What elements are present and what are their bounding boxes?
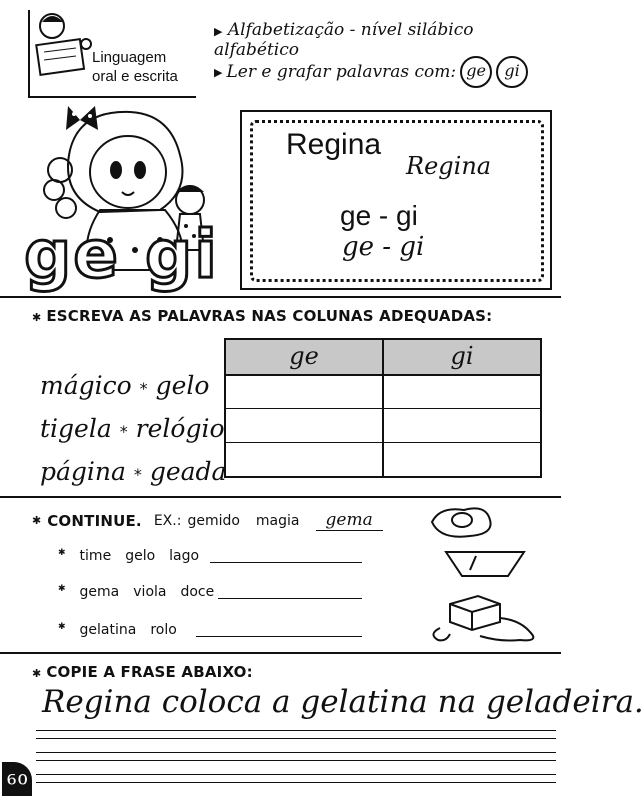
item2-word2: viola: [133, 584, 167, 600]
header-left-border: [28, 10, 30, 98]
circle-ge: ge: [460, 56, 492, 88]
continue-item-3: [58, 622, 177, 638]
word-list: [40, 366, 226, 495]
writing-line-3b: [36, 782, 556, 783]
writing-line-2b: [36, 760, 556, 761]
bullet-icon: ✱: [58, 622, 66, 632]
asterisk-separator: *: [119, 422, 128, 441]
section1-title-text: ESCREVA AS PALAVRAS NAS COLUNAS ADEQUADAS:: [46, 307, 493, 325]
writing-line-1b: [36, 738, 556, 739]
header-illustration-kid: [30, 8, 96, 78]
answer-line-2[interactable]: [218, 598, 362, 599]
answer-line-3[interactable]: [196, 636, 362, 637]
category-line1: Linguagem: [92, 49, 167, 66]
category-line2: oral e escrita: [92, 68, 178, 85]
item1-word2: gelo: [125, 548, 156, 564]
arrow-bullet-icon: ▶: [214, 25, 223, 38]
bullet-icon: ✱: [58, 548, 66, 558]
continue-item-2: [58, 584, 214, 600]
word-relogio: relógio: [135, 414, 225, 443]
cell-gi-1[interactable]: [384, 376, 540, 408]
divider-2: [0, 496, 561, 498]
writing-line-2a[interactable]: [36, 752, 556, 753]
section3-title: [32, 662, 253, 681]
category-label: [92, 48, 178, 86]
asterisk-separator: *: [139, 379, 148, 398]
item2-word3: doce: [180, 584, 215, 600]
header-ge: ge: [289, 342, 319, 370]
continue-item-1: [58, 548, 199, 564]
word-cursive: Regina: [406, 152, 492, 180]
divider-3: [0, 652, 561, 654]
objective-1: [214, 20, 561, 60]
writing-line-3a[interactable]: [36, 774, 556, 775]
objective-1-text: Alfabetização - nível silábico alfabético: [214, 20, 474, 60]
section2-title: [32, 510, 383, 531]
page-number: 60: [6, 770, 29, 789]
asterisk-separator: *: [133, 465, 142, 484]
example-answer: gema: [316, 510, 383, 531]
item3-word2: rolo: [150, 622, 177, 638]
item1-word3: lago: [169, 548, 200, 564]
word-print: Regina: [286, 128, 382, 161]
palm-bullet-icon: ✱: [32, 311, 42, 324]
big-letters-ge-gi: ge gi: [24, 216, 219, 293]
writing-line-1a[interactable]: [36, 730, 556, 731]
word-geada: geada: [149, 457, 227, 486]
example-word-magia: magia: [255, 512, 300, 529]
section3-title-text: COPIE A FRASE ABAIXO:: [46, 663, 253, 681]
example-word-gemido: gemido: [187, 512, 240, 529]
divider-1: [0, 296, 561, 298]
circle-gi: gi: [496, 56, 528, 88]
regina-box-outer: [240, 110, 552, 290]
cell-ge-3[interactable]: [226, 443, 382, 476]
word-row-1: [40, 366, 226, 409]
section2-title-text: CONTINUE.: [47, 511, 142, 530]
cell-ge-2[interactable]: [226, 409, 382, 442]
section1-title: [32, 306, 492, 325]
bullet-icon: ✱: [58, 584, 66, 594]
palm-bullet-icon: ✱: [32, 514, 42, 527]
word-magico: mágico: [40, 371, 132, 400]
syllables-print: ge - gi: [340, 200, 418, 231]
word-row-3: [40, 452, 226, 495]
copy-sentence: Regina coloca a gelatina na geladeira.: [42, 684, 644, 720]
cell-gi-3[interactable]: [384, 443, 540, 476]
food-illustrations: [420, 500, 550, 648]
cell-gi-2[interactable]: [384, 409, 540, 442]
objective-2: [214, 56, 528, 88]
example-label: EX.:: [153, 512, 182, 529]
palm-bullet-icon: ✱: [32, 667, 42, 680]
cell-ge-1[interactable]: [226, 376, 382, 408]
word-pagina: página: [40, 457, 126, 486]
header-bottom-border: [28, 96, 196, 98]
word-gelo: gelo: [155, 371, 210, 400]
word-tigela: tigela: [40, 414, 112, 443]
item1-word1: time: [79, 548, 112, 564]
item2-word1: gema: [79, 584, 120, 600]
arrow-bullet-icon: ▶: [214, 65, 223, 79]
header-gi: gi: [450, 342, 474, 370]
word-row-2: [40, 409, 226, 452]
answer-line-1[interactable]: [210, 562, 362, 563]
syllables-cursive: ge - gi: [342, 232, 425, 262]
answer-table: [224, 338, 542, 478]
objective-2-text: Ler e grafar palavras com:: [226, 62, 457, 82]
item3-word1: gelatina: [79, 622, 137, 638]
